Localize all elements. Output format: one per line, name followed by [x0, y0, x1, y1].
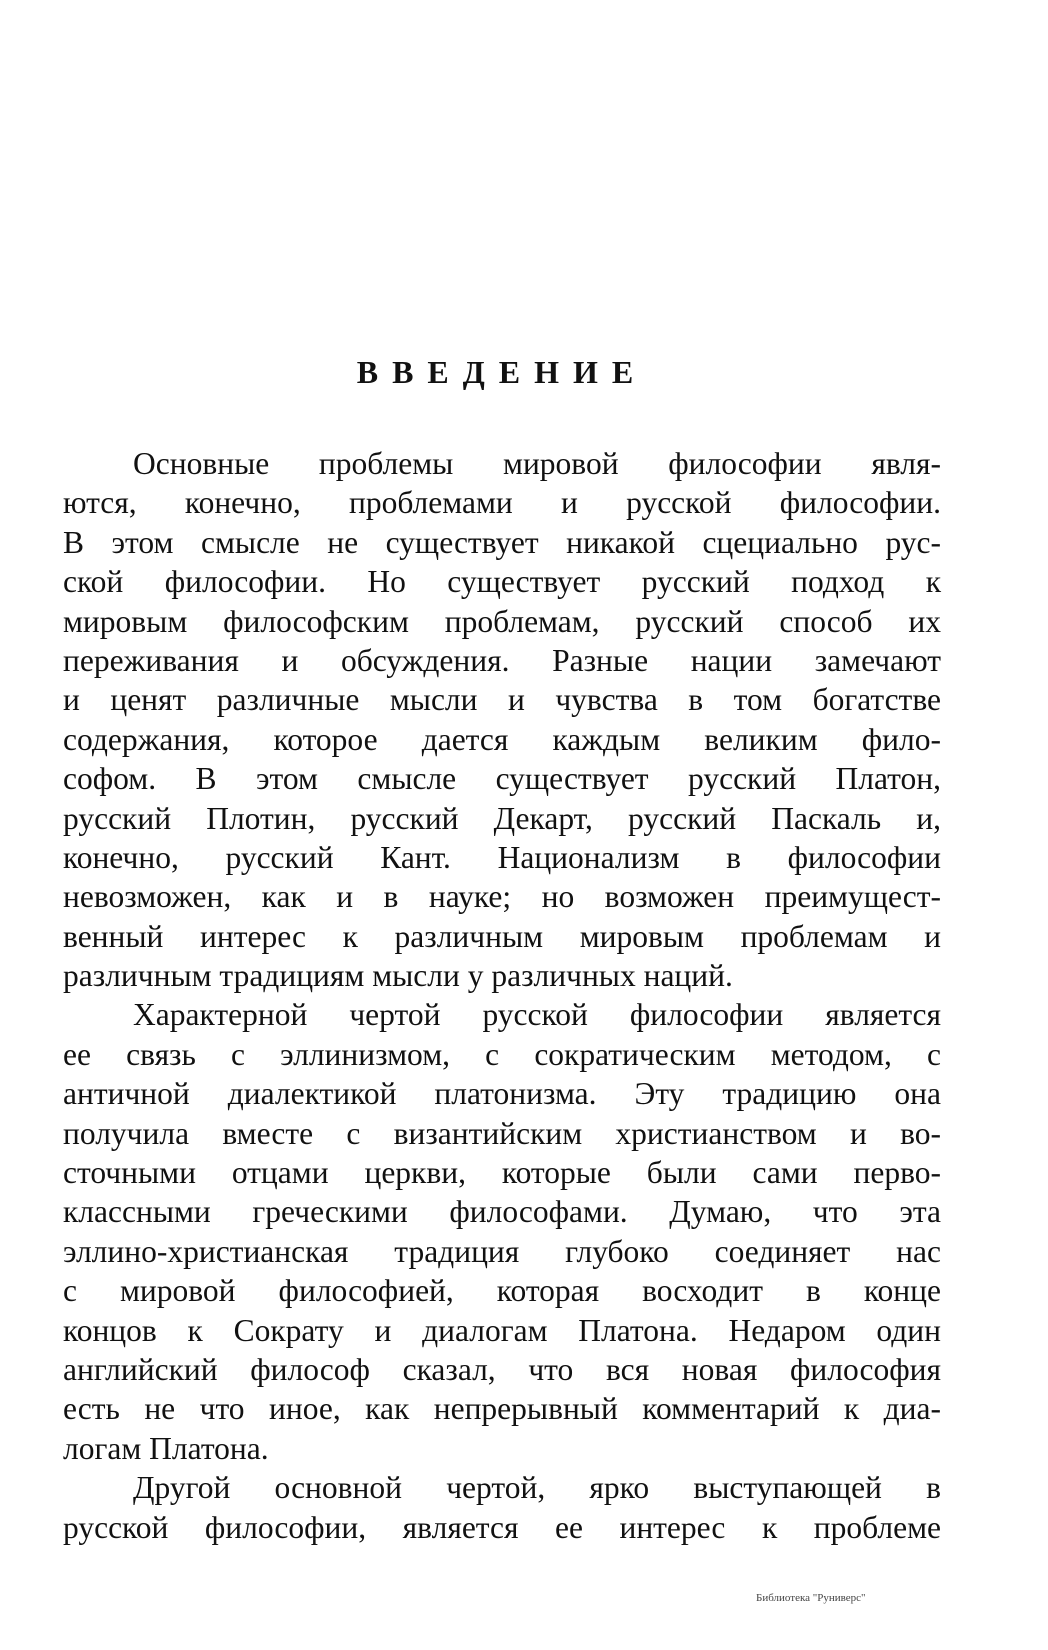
chapter-title: ВВЕДЕНИЕ: [356, 354, 648, 390]
text-line: античной диалектикой платонизма. Эту традицию она: [63, 1076, 941, 1112]
text-line: есть не что иное, как непрерывный комментарий к диа-: [63, 1391, 941, 1427]
paragraph-2: [63, 995, 941, 1468]
text-line: с мировой философией, которая восходит в конце: [63, 1273, 941, 1309]
text-line: получила вместе с византийским христианством и во-: [63, 1115, 941, 1151]
body-text: [63, 444, 941, 1547]
text-line: ются, конечно, проблемами и русской философии.: [63, 485, 941, 521]
paragraph-3: [63, 1468, 941, 1547]
text-line: логам Платона.: [63, 1430, 269, 1466]
text-line: ее связь с эллинизмом, с сократическим методом, с: [63, 1036, 941, 1072]
text-line: софом. В этом смысле существует русский Платон,: [63, 761, 941, 797]
book-page: [63, 0, 941, 1650]
text-line: переживания и обсуждения. Разные нации замечают: [63, 642, 941, 678]
text-line: Другой основной чертой, ярко выступающей в: [133, 1470, 941, 1506]
text-line: невозможен, как и в науке; но возможен преимущест-: [63, 879, 941, 915]
text-line: содержания, которое дается каждым великим фило-: [63, 721, 941, 757]
library-watermark: Библиотека "Руниверс": [756, 1592, 866, 1604]
text-line: Характерной чертой русской философии является: [133, 997, 941, 1033]
text-line: классными греческими философами. Думаю, что эта: [63, 1194, 941, 1230]
text-line: сточными отцами церкви, которые были сами перво-: [63, 1155, 941, 1191]
text-line: В этом смысле не существует никакой сцециально рус-: [63, 524, 941, 560]
text-line: русской философии, является ее интерес к проблеме: [63, 1509, 941, 1545]
paragraph-1: [63, 444, 941, 995]
text-line: ской философии. Но существует русский подход к: [63, 564, 941, 600]
text-line: конечно, русский Кант. Национализм в философии: [63, 839, 941, 875]
text-line: различным традициям мысли у различных наций.: [63, 958, 733, 994]
text-line: русский Плотин, русский Декарт, русский Паскаль и,: [63, 800, 941, 836]
text-line: эллино-христианская традиция глубоко соединяет нас: [63, 1233, 941, 1269]
text-line: Основные проблемы мировой философии явля-: [133, 446, 941, 481]
text-line: и ценят различные мысли и чувства в том богатстве: [63, 682, 941, 718]
text-line: венный интерес к различным мировым проблемам и: [63, 918, 941, 954]
text-line: мировым философским проблемам, русский способ их: [63, 603, 941, 639]
text-line: концов к Сократу и диалогам Платона. Недаром один: [63, 1312, 941, 1348]
text-line: английский философ сказал, что вся новая философия: [63, 1351, 941, 1387]
